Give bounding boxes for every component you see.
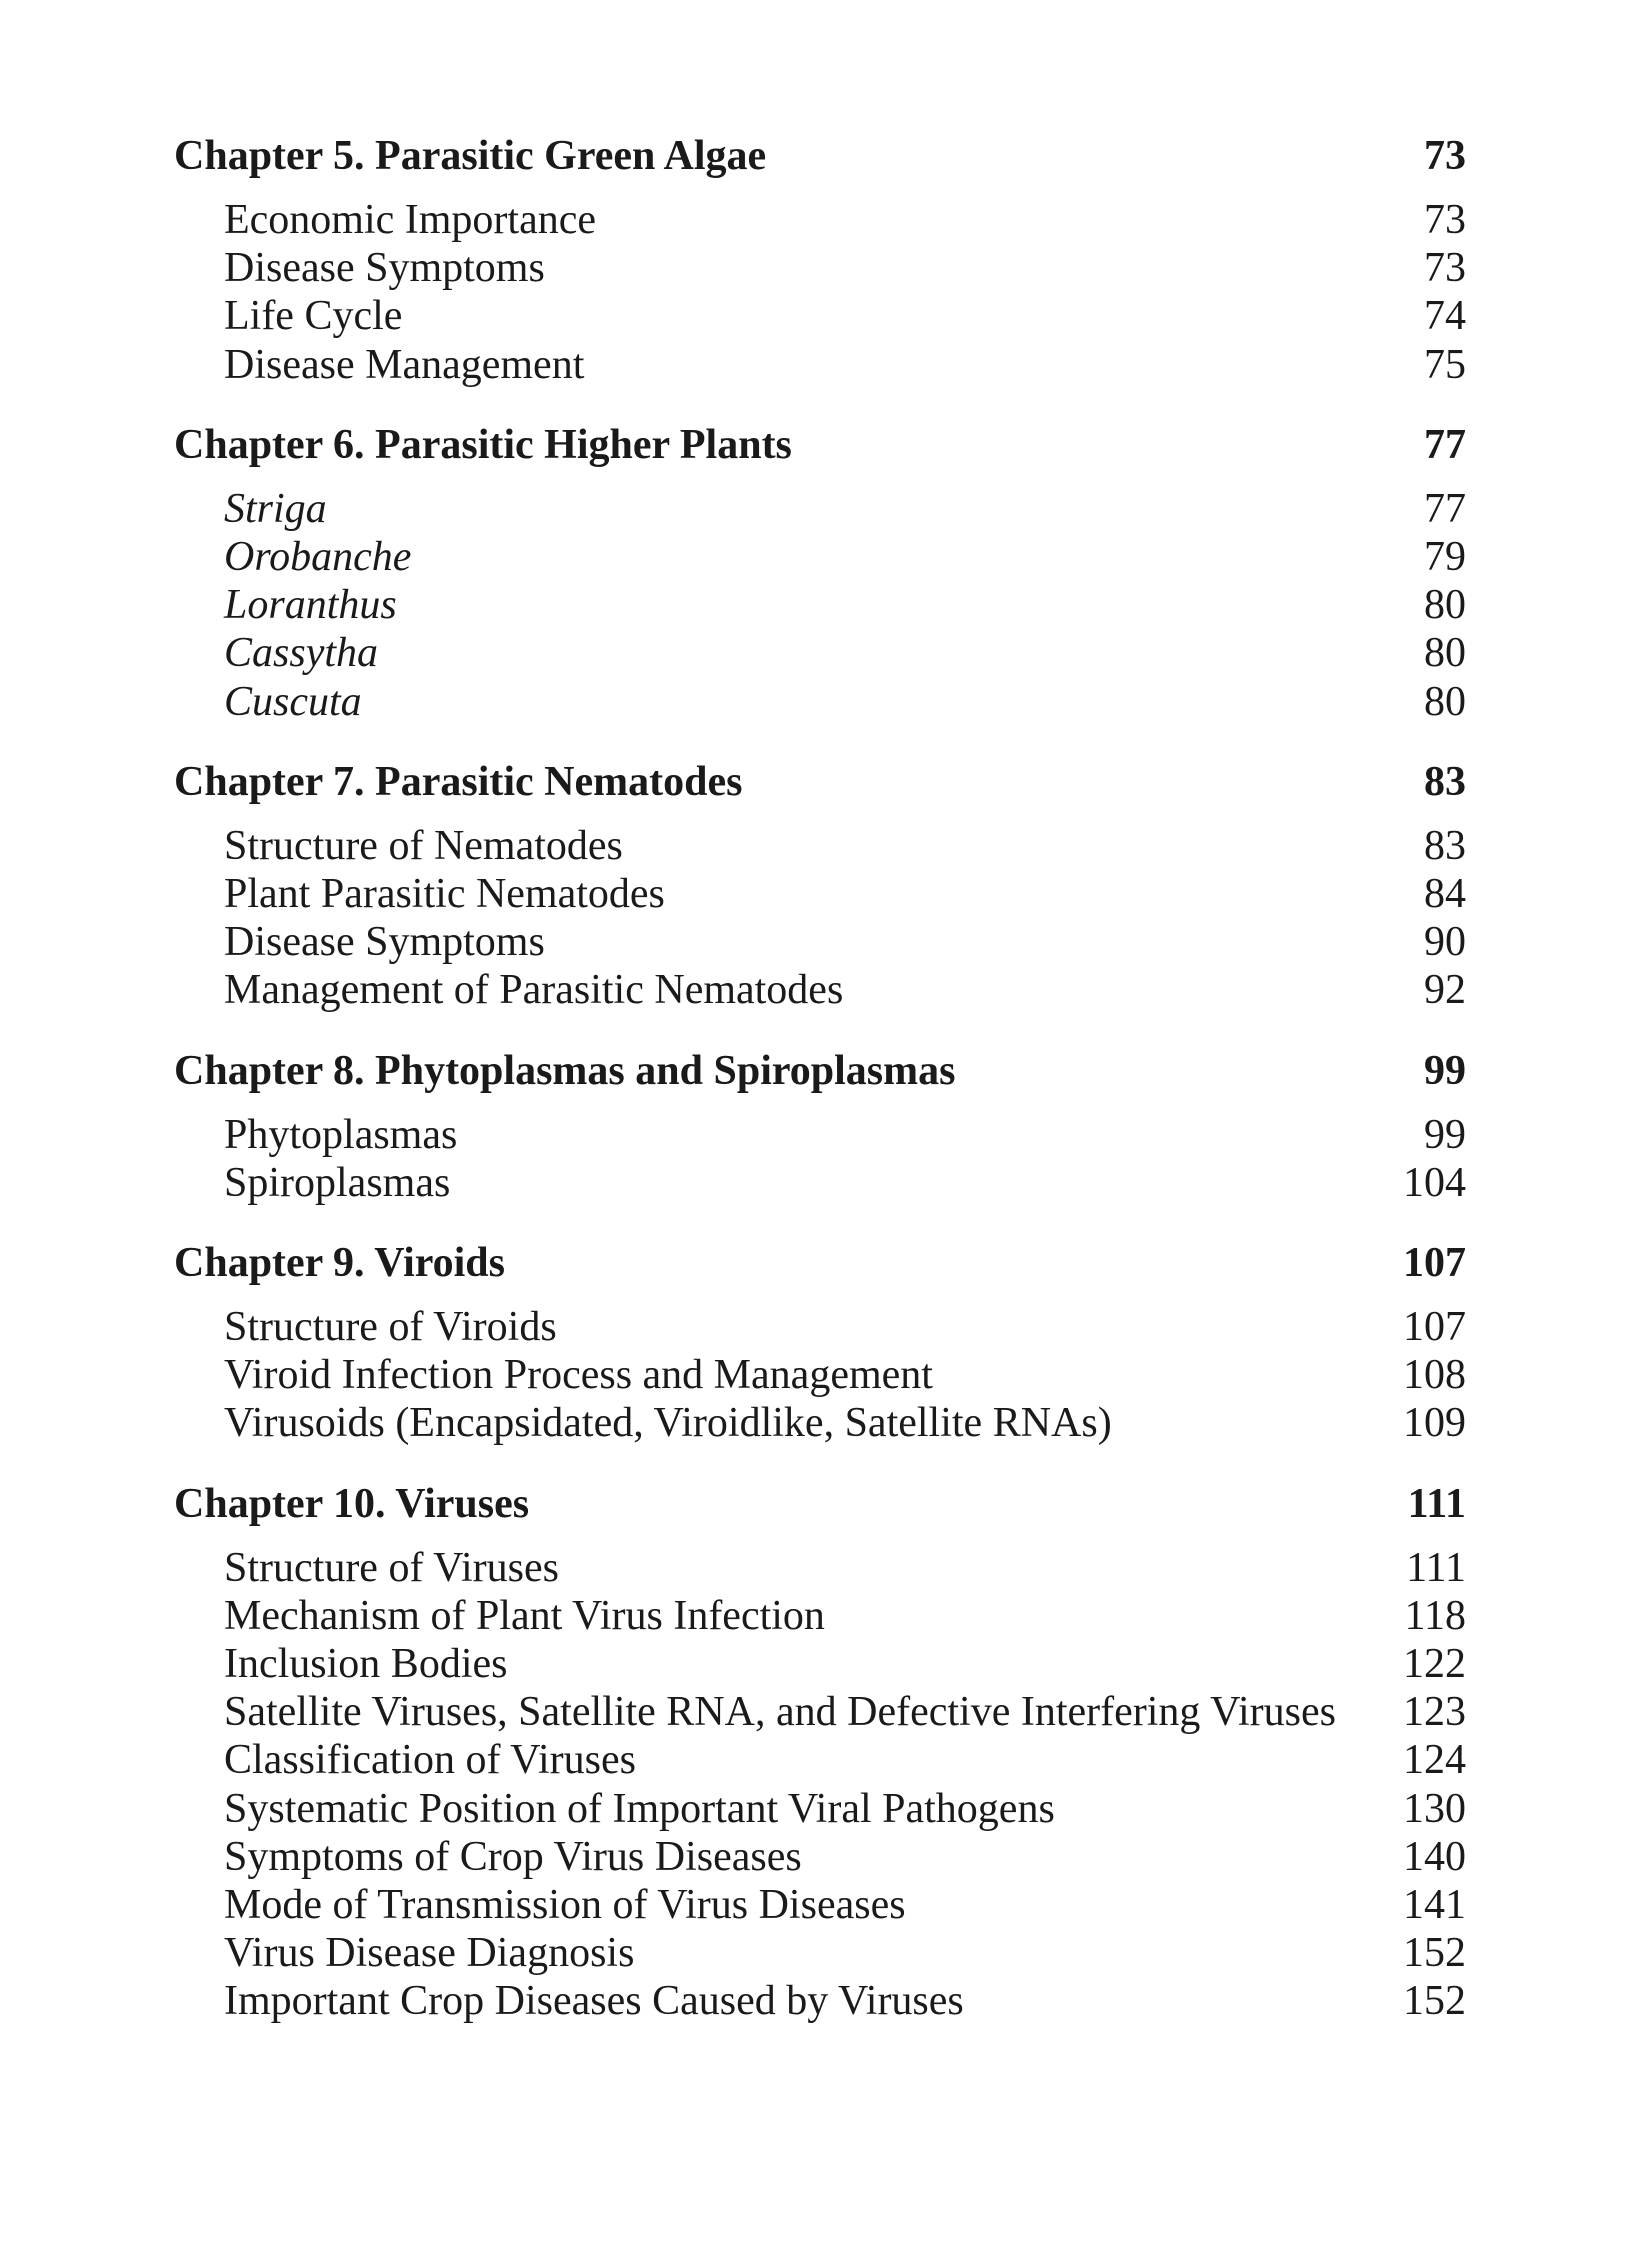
chapter-title: Chapter 7. Parasitic Nematodes [174, 758, 743, 805]
entry-page-number: 74 [1424, 293, 1466, 340]
entry-page-number: 73 [1424, 245, 1466, 292]
entry-page-number: 130 [1403, 1785, 1466, 1832]
entry-title: Important Crop Diseases Caused by Viruses [224, 1978, 964, 2025]
entry-title: Disease Symptoms [224, 919, 545, 966]
entry-title: Loranthus [224, 582, 397, 629]
chapter-heading [174, 1237, 1466, 1289]
entry-title: Classification of Viruses [224, 1737, 636, 1784]
entry-title: Economic Importance [224, 197, 597, 243]
entry-page-number: 107 [1403, 1304, 1466, 1351]
toc-entry [174, 533, 1466, 581]
chapter-page-number: 83 [1424, 758, 1466, 805]
toc-entry [174, 918, 1466, 966]
entry-title: Symptoms of Crop Virus Diseases [224, 1833, 802, 1880]
entry-page-number: 122 [1403, 1641, 1466, 1688]
toc-entry [174, 581, 1466, 629]
chapter-6-section [174, 419, 1466, 726]
entry-page-number: 75 [1424, 341, 1466, 388]
chapter-page-number: 77 [1424, 421, 1466, 468]
chapter-title: Chapter 8. Phytoplasmas and Spiroplasmas [174, 1047, 956, 1094]
toc-entry [174, 1399, 1466, 1447]
entry-page-number: 84 [1424, 871, 1466, 918]
section-list [174, 196, 1466, 389]
entry-title: Cassytha [224, 630, 379, 677]
toc-entry [174, 1929, 1466, 1977]
section-list [174, 1111, 1466, 1207]
entry-title: Striga [224, 485, 327, 532]
toc-entry [174, 1592, 1466, 1640]
toc-entry [174, 341, 1466, 389]
chapter-heading [174, 130, 1466, 182]
toc-entry [174, 966, 1466, 1014]
toc-entry [174, 485, 1466, 533]
entry-title: Spiroplasmas [224, 1159, 451, 1206]
entry-page-number: 80 [1424, 630, 1466, 677]
entry-page-number: 92 [1424, 967, 1466, 1014]
chapter-page-number: 111 [1407, 1480, 1466, 1527]
toc-entry [174, 1303, 1466, 1351]
chapter-page-number: 107 [1403, 1240, 1466, 1287]
entry-page-number: 108 [1403, 1352, 1466, 1399]
entry-page-number: 141 [1403, 1882, 1466, 1929]
toc-entry [174, 1977, 1466, 2025]
entry-title: Structure of Viruses [224, 1544, 559, 1591]
entry-title: Satellite Viruses, Satellite RNA, and Defective Interfering Viruses [224, 1689, 1336, 1736]
chapter-8-section [174, 1045, 1466, 1207]
entry-page-number: 80 [1424, 678, 1466, 725]
entry-page-number: 104 [1403, 1159, 1466, 1206]
entry-page-number: 124 [1403, 1737, 1466, 1784]
toc-entry [174, 292, 1466, 340]
entry-title: Viroid Infection Process and Management [224, 1352, 933, 1399]
entry-page-number: 79 [1424, 534, 1466, 581]
entry-page-number: 109 [1403, 1400, 1466, 1447]
toc-entry [174, 1159, 1466, 1207]
toc-entry [174, 1785, 1466, 1833]
entry-title: Disease Management [224, 341, 585, 388]
section-list [174, 1303, 1466, 1448]
chapter-heading [174, 1045, 1466, 1097]
entry-title: Virusoids (Encapsidated, Viroidlike, Satellite RNAs) [224, 1400, 1112, 1447]
entry-title: Mechanism of Plant Virus Infection [224, 1592, 825, 1639]
section-list [174, 822, 1466, 1015]
toc-entry [174, 870, 1466, 918]
toc-entry [174, 1736, 1466, 1784]
toc-entry [174, 1351, 1466, 1399]
toc-entry [174, 196, 1466, 244]
chapter-10-section [174, 1478, 1466, 2026]
entry-title: Structure of Nematodes [224, 822, 623, 869]
chapter-page-number: 99 [1424, 1047, 1466, 1094]
entry-page-number: 99 [1424, 1111, 1466, 1158]
section-list [174, 485, 1466, 726]
chapter-title: Chapter 6. Parasitic Higher Plants [174, 421, 792, 468]
entry-page-number: 80 [1424, 582, 1466, 629]
entry-page-number: 152 [1403, 1978, 1466, 2025]
entry-title: Orobanche [224, 534, 412, 581]
chapter-7-section [174, 756, 1466, 1015]
entry-page-number: 140 [1403, 1833, 1466, 1880]
entry-title: Mode of Transmission of Virus Diseases [224, 1882, 906, 1929]
chapter-title: Chapter 5. Parasitic Green Algae [174, 133, 767, 179]
entry-title: Disease Symptoms [224, 245, 545, 292]
entry-page-number: 111 [1406, 1544, 1466, 1591]
entry-title: Structure of Viroids [224, 1304, 557, 1351]
entry-title: Systematic Position of Important Viral Pathogens [224, 1785, 1055, 1832]
entry-page-number: 152 [1403, 1930, 1466, 1977]
entry-title: Cuscuta [224, 678, 362, 725]
chapter-page-number: 73 [1424, 133, 1466, 179]
entry-title: Phytoplasmas [224, 1111, 458, 1158]
chapter-5-section [174, 130, 1466, 389]
entry-title: Virus Disease Diagnosis [224, 1930, 635, 1977]
chapter-heading [174, 1478, 1466, 1530]
table-of-contents [174, 130, 1466, 2056]
toc-entry [174, 1688, 1466, 1736]
chapter-9-section [174, 1237, 1466, 1448]
chapter-title: Chapter 9. Viroids [174, 1240, 505, 1287]
toc-entry [174, 1544, 1466, 1592]
entry-page-number: 123 [1403, 1689, 1466, 1736]
toc-entry [174, 822, 1466, 870]
entry-title: Inclusion Bodies [224, 1641, 508, 1688]
section-list [174, 1544, 1466, 2026]
entry-title: Management of Parasitic Nematodes [224, 967, 844, 1014]
toc-entry [174, 629, 1466, 677]
entry-page-number: 83 [1424, 822, 1466, 869]
toc-entry [174, 1881, 1466, 1929]
entry-page-number: 73 [1424, 197, 1466, 243]
entry-page-number: 90 [1424, 919, 1466, 966]
entry-page-number: 77 [1424, 485, 1466, 532]
toc-entry [174, 244, 1466, 292]
chapter-heading [174, 419, 1466, 471]
entry-title: Life Cycle [224, 293, 403, 340]
toc-entry [174, 1640, 1466, 1688]
entry-title: Plant Parasitic Nematodes [224, 871, 665, 918]
entry-page-number: 118 [1404, 1592, 1466, 1639]
toc-entry [174, 1833, 1466, 1881]
chapter-heading [174, 756, 1466, 808]
toc-entry [174, 678, 1466, 726]
chapter-title: Chapter 10. Viruses [174, 1480, 530, 1527]
toc-entry [174, 1111, 1466, 1159]
